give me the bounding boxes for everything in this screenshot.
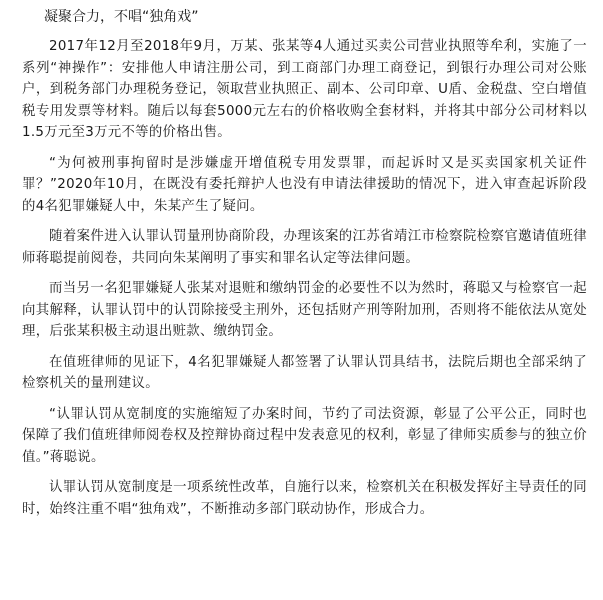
paragraph-fine-explanation: 而当另一名犯罪嫌疑人张某对退赃和缴纳罚金的必要性不以为然时，蒋聪又与检察官一起向其解释，认罪认罚中的认罚除接受主刑外，还包括财产刑等附加刑，否则将不能依法从宽处理，后张某积极主动退出赃款、缴纳罚金。 — [22, 281, 587, 339]
paragraph-case-facts: 2017年12月至2018年9月，万某、张某等4人通过买卖公司营业执照等牟利，实施了一系列“神操作”：安排他人申请注册公司，到工商部门办理工商登记，到银行办理公司对公账户，到税务部门办理税务登记，领取营业执照正、副本、公司印章、U盾、金税盘、空白增值税专用发票等材料。随后以每套5000元左右的价格收购全套材料，并将其中部分公司材料以1.5万元至3万元不等的价格出售。 — [22, 39, 587, 140]
paragraph-conclusion: 认罪认罚从宽制度是一项系统性改革，自施行以来，检察机关在积极发挥好主导责任的同时，始终注重不唱“独角戏”，不断推动多部门联动协作，形成合力。 — [22, 480, 587, 517]
paragraph-lawyer-quote: “认罪认罚从宽制度的实施缩短了办案时间，节约了司法资源，彰显了公平公正，同时也保障了我们值班律师阅卷权及控辩协商过程中发表意见的权利，彰显了律师实质参与的独立价值。”蒋聪说。 — [22, 406, 587, 465]
section-heading: 凝聚合力，不唱“独角戏” — [44, 9, 199, 25]
paragraph-lawyer-review: 随着案件进入认罪认罚量刑协商阶段，办理该案的江苏省靖江市检察院检察官邀请值班律师蒋聪提前阅卷，共同向朱某阐明了事实和罪名认定等法律问题。 — [22, 229, 587, 266]
paragraph-suspect-question: “为何被刑事拘留时是涉嫌虚开增值税专用发票罪，而起诉时又是买卖国家机关证件罪？”2020年10月，在既没有委托辩护人也没有申请法律援助的情况下，进入审查起诉阶段的4名犯罪嫌疑人中，朱某产生了疑问。 — [22, 155, 587, 214]
paragraph-plea-signed: 在值班律师的见证下，4名犯罪嫌疑人都签署了认罪认罚具结书，法院后期也全部采纳了检察机关的量刑建议。 — [22, 354, 587, 391]
